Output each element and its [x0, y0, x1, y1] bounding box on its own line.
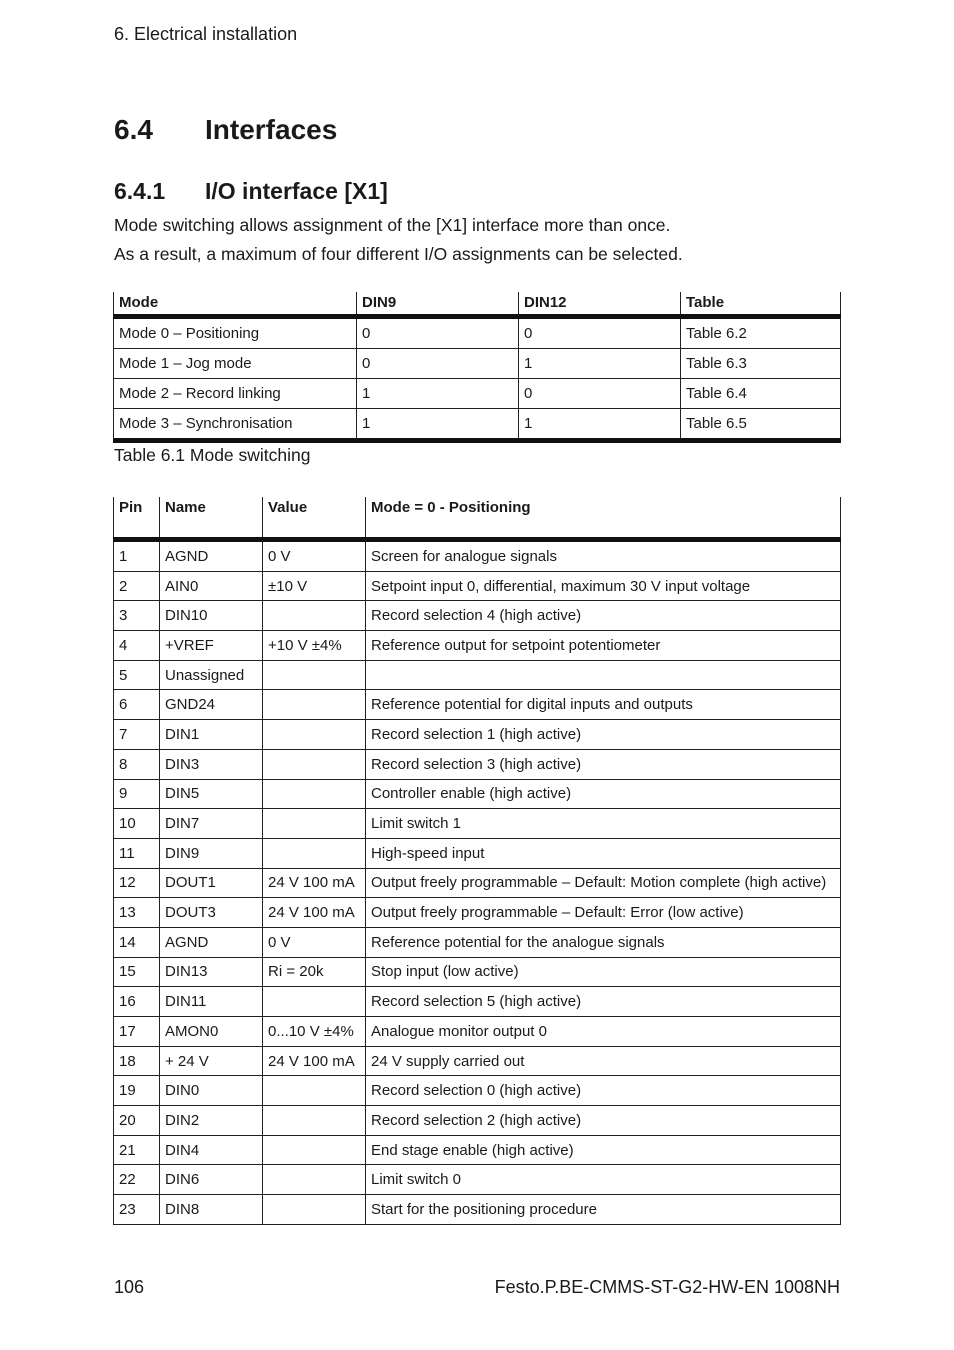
table-cell: Record selection 0 (high active) [366, 1076, 841, 1106]
table-header-row [114, 292, 841, 317]
table-cell: Record selection 2 (high active) [366, 1106, 841, 1136]
table-row [114, 379, 841, 409]
table-cell [263, 987, 366, 1017]
table-cell: AGND [160, 540, 263, 572]
table-cell: DIN1 [160, 720, 263, 750]
table-cell: 1 [357, 379, 519, 409]
table-cell: 1 [519, 409, 681, 441]
table-cell: AMON0 [160, 1017, 263, 1047]
table-cell: Mode 1 – Jog mode [114, 349, 357, 379]
table-row [114, 349, 841, 379]
table-cell: Mode 3 – Synchronisation [114, 409, 357, 441]
section-title: Interfaces [205, 114, 338, 145]
column-header-name: Name [160, 497, 263, 540]
table-header-row [114, 497, 841, 540]
running-header: 6. Electrical installation [114, 24, 298, 44]
table-cell: Reference potential for the analogue signals [366, 927, 841, 957]
table-cell: Record selection 3 (high active) [366, 749, 841, 779]
table-cell: 14 [114, 927, 160, 957]
table-caption: Table 6.1 Mode switching [114, 445, 311, 465]
table-cell: 24 V 100 mA [263, 1046, 366, 1076]
table-cell: DIN8 [160, 1195, 263, 1225]
table-cell: 9 [114, 779, 160, 809]
table-cell: 0 V [263, 927, 366, 957]
table-cell [263, 749, 366, 779]
table-row [114, 571, 841, 601]
table-cell: 5 [114, 660, 160, 690]
table-cell: Mode 0 – Positioning [114, 317, 357, 349]
table-cell: Screen for analogue signals [366, 540, 841, 572]
table-cell: 12 [114, 868, 160, 898]
table-cell: 0...10 V ±4% [263, 1017, 366, 1047]
section-heading [114, 114, 337, 146]
table-cell [263, 838, 366, 868]
table-cell: 1 [114, 540, 160, 572]
table-cell: 6 [114, 690, 160, 720]
table-cell: DIN5 [160, 779, 263, 809]
table-cell: 22 [114, 1165, 160, 1195]
table-cell: 18 [114, 1046, 160, 1076]
page-number: 106 [114, 1277, 145, 1297]
table-cell: DIN7 [160, 809, 263, 839]
table-row [114, 957, 841, 987]
document-id: Festo.P.BE-CMMS-ST-G2-HW-EN 1008NH [494, 1277, 840, 1297]
table-cell: DIN2 [160, 1106, 263, 1136]
table-cell: AGND [160, 927, 263, 957]
table-cell: 2 [114, 571, 160, 601]
table-row [114, 749, 841, 779]
table-row [114, 809, 841, 839]
table-cell [263, 1135, 366, 1165]
table-row [114, 779, 841, 809]
table-cell: DIN10 [160, 601, 263, 631]
column-header-value: Value [263, 497, 366, 540]
mode-switching-table [113, 292, 841, 443]
table-cell: 8 [114, 749, 160, 779]
table-cell: Unassigned [160, 660, 263, 690]
table-cell: 10 [114, 809, 160, 839]
table-cell: ±10 V [263, 571, 366, 601]
table-cell: End stage enable (high active) [366, 1135, 841, 1165]
table-row [114, 690, 841, 720]
table-row [114, 1135, 841, 1165]
table-cell: 16 [114, 987, 160, 1017]
table-cell: 19 [114, 1076, 160, 1106]
table-row [114, 838, 841, 868]
column-header-pin: Pin [114, 497, 160, 540]
table-cell: Record selection 4 (high active) [366, 601, 841, 631]
table-row [114, 987, 841, 1017]
subsection-number: 6.4.1 [114, 178, 166, 204]
column-header-mode: Mode [114, 292, 357, 317]
table-cell: Table 6.3 [681, 349, 841, 379]
table-cell [263, 809, 366, 839]
table-cell: 0 [519, 379, 681, 409]
table-cell: 20 [114, 1106, 160, 1136]
table-cell: 0 V [263, 540, 366, 572]
table-cell: Stop input (low active) [366, 957, 841, 987]
table-cell: DIN9 [160, 838, 263, 868]
column-header-table: Table [681, 292, 841, 317]
table-cell: Record selection 5 (high active) [366, 987, 841, 1017]
table-cell: DOUT3 [160, 898, 263, 928]
table-cell: High-speed input [366, 838, 841, 868]
table-cell: Reference output for setpoint potentiometer [366, 631, 841, 661]
table-cell: 0 [357, 349, 519, 379]
table-row [114, 927, 841, 957]
section-number: 6.4 [114, 114, 153, 145]
table-cell [263, 601, 366, 631]
table-row [114, 1165, 841, 1195]
table-row [114, 601, 841, 631]
table-cell: Controller enable (high active) [366, 779, 841, 809]
table-cell: 13 [114, 898, 160, 928]
table-cell: Start for the positioning procedure [366, 1195, 841, 1225]
table-cell: AIN0 [160, 571, 263, 601]
table-cell: DIN0 [160, 1076, 263, 1106]
table-row [114, 631, 841, 661]
table-row [114, 898, 841, 928]
intro-paragraph-1: Mode switching allows assignment of the [X1] interface more than once. [114, 215, 671, 235]
table-cell [263, 1195, 366, 1225]
table-cell: Record selection 1 (high active) [366, 720, 841, 750]
table-row [114, 540, 841, 572]
table-cell: +10 V ±4% [263, 631, 366, 661]
table-cell: 21 [114, 1135, 160, 1165]
table-cell [263, 1165, 366, 1195]
table-row [114, 1195, 841, 1225]
table-row [114, 1106, 841, 1136]
table-cell: Limit switch 1 [366, 809, 841, 839]
table-cell: 23 [114, 1195, 160, 1225]
table-cell [263, 1076, 366, 1106]
table-cell: DIN3 [160, 749, 263, 779]
table-cell: 0 [519, 317, 681, 349]
table-row [114, 1046, 841, 1076]
table-row [114, 1017, 841, 1047]
table-cell: 17 [114, 1017, 160, 1047]
subsection-title: I/O interface [X1] [205, 178, 388, 204]
table-cell: 1 [357, 409, 519, 441]
subsection-heading [114, 178, 388, 205]
table-cell: 24 V 100 mA [263, 868, 366, 898]
table-cell: Table 6.5 [681, 409, 841, 441]
table-cell: 3 [114, 601, 160, 631]
table-cell: DIN11 [160, 987, 263, 1017]
table-cell: DIN6 [160, 1165, 263, 1195]
pin-assignment-table [113, 497, 841, 1225]
table-cell: Analogue monitor output 0 [366, 1017, 841, 1047]
table-cell: Table 6.2 [681, 317, 841, 349]
table-cell: Table 6.4 [681, 379, 841, 409]
table-cell: 24 V supply carried out [366, 1046, 841, 1076]
table-cell: Output freely programmable – Default: Motion complete (high active) [366, 868, 841, 898]
table-row [114, 1076, 841, 1106]
table-cell: Reference potential for digital inputs and outputs [366, 690, 841, 720]
table-cell: +VREF [160, 631, 263, 661]
table-cell: 7 [114, 720, 160, 750]
table-row [114, 317, 841, 349]
table-cell: 1 [519, 349, 681, 379]
table-cell: Mode 2 – Record linking [114, 379, 357, 409]
table-cell: Limit switch 0 [366, 1165, 841, 1195]
column-header-din12: DIN12 [519, 292, 681, 317]
table-cell: + 24 V [160, 1046, 263, 1076]
table-cell: GND24 [160, 690, 263, 720]
table-cell: 11 [114, 838, 160, 868]
table-row [114, 720, 841, 750]
table-cell: 24 V 100 mA [263, 898, 366, 928]
column-header-mode: Mode = 0 - Positioning [366, 497, 841, 540]
table-cell: DOUT1 [160, 868, 263, 898]
table-cell [263, 660, 366, 690]
table-cell: Setpoint input 0, differential, maximum 30 V input voltage [366, 571, 841, 601]
table-cell: DIN13 [160, 957, 263, 987]
table-cell: 15 [114, 957, 160, 987]
table-cell [263, 690, 366, 720]
intro-paragraph-2: As a result, a maximum of four different I/O assignments can be selected. [114, 244, 683, 264]
table-cell [263, 720, 366, 750]
table-row [114, 660, 841, 690]
table-row [114, 868, 841, 898]
table-cell: 0 [357, 317, 519, 349]
table-cell [263, 779, 366, 809]
table-cell: 4 [114, 631, 160, 661]
table-row [114, 409, 841, 441]
table-cell: Ri = 20k [263, 957, 366, 987]
column-header-din9: DIN9 [357, 292, 519, 317]
table-cell [366, 660, 841, 690]
table-cell: Output freely programmable – Default: Error (low active) [366, 898, 841, 928]
table-cell [263, 1106, 366, 1136]
table-cell: DIN4 [160, 1135, 263, 1165]
